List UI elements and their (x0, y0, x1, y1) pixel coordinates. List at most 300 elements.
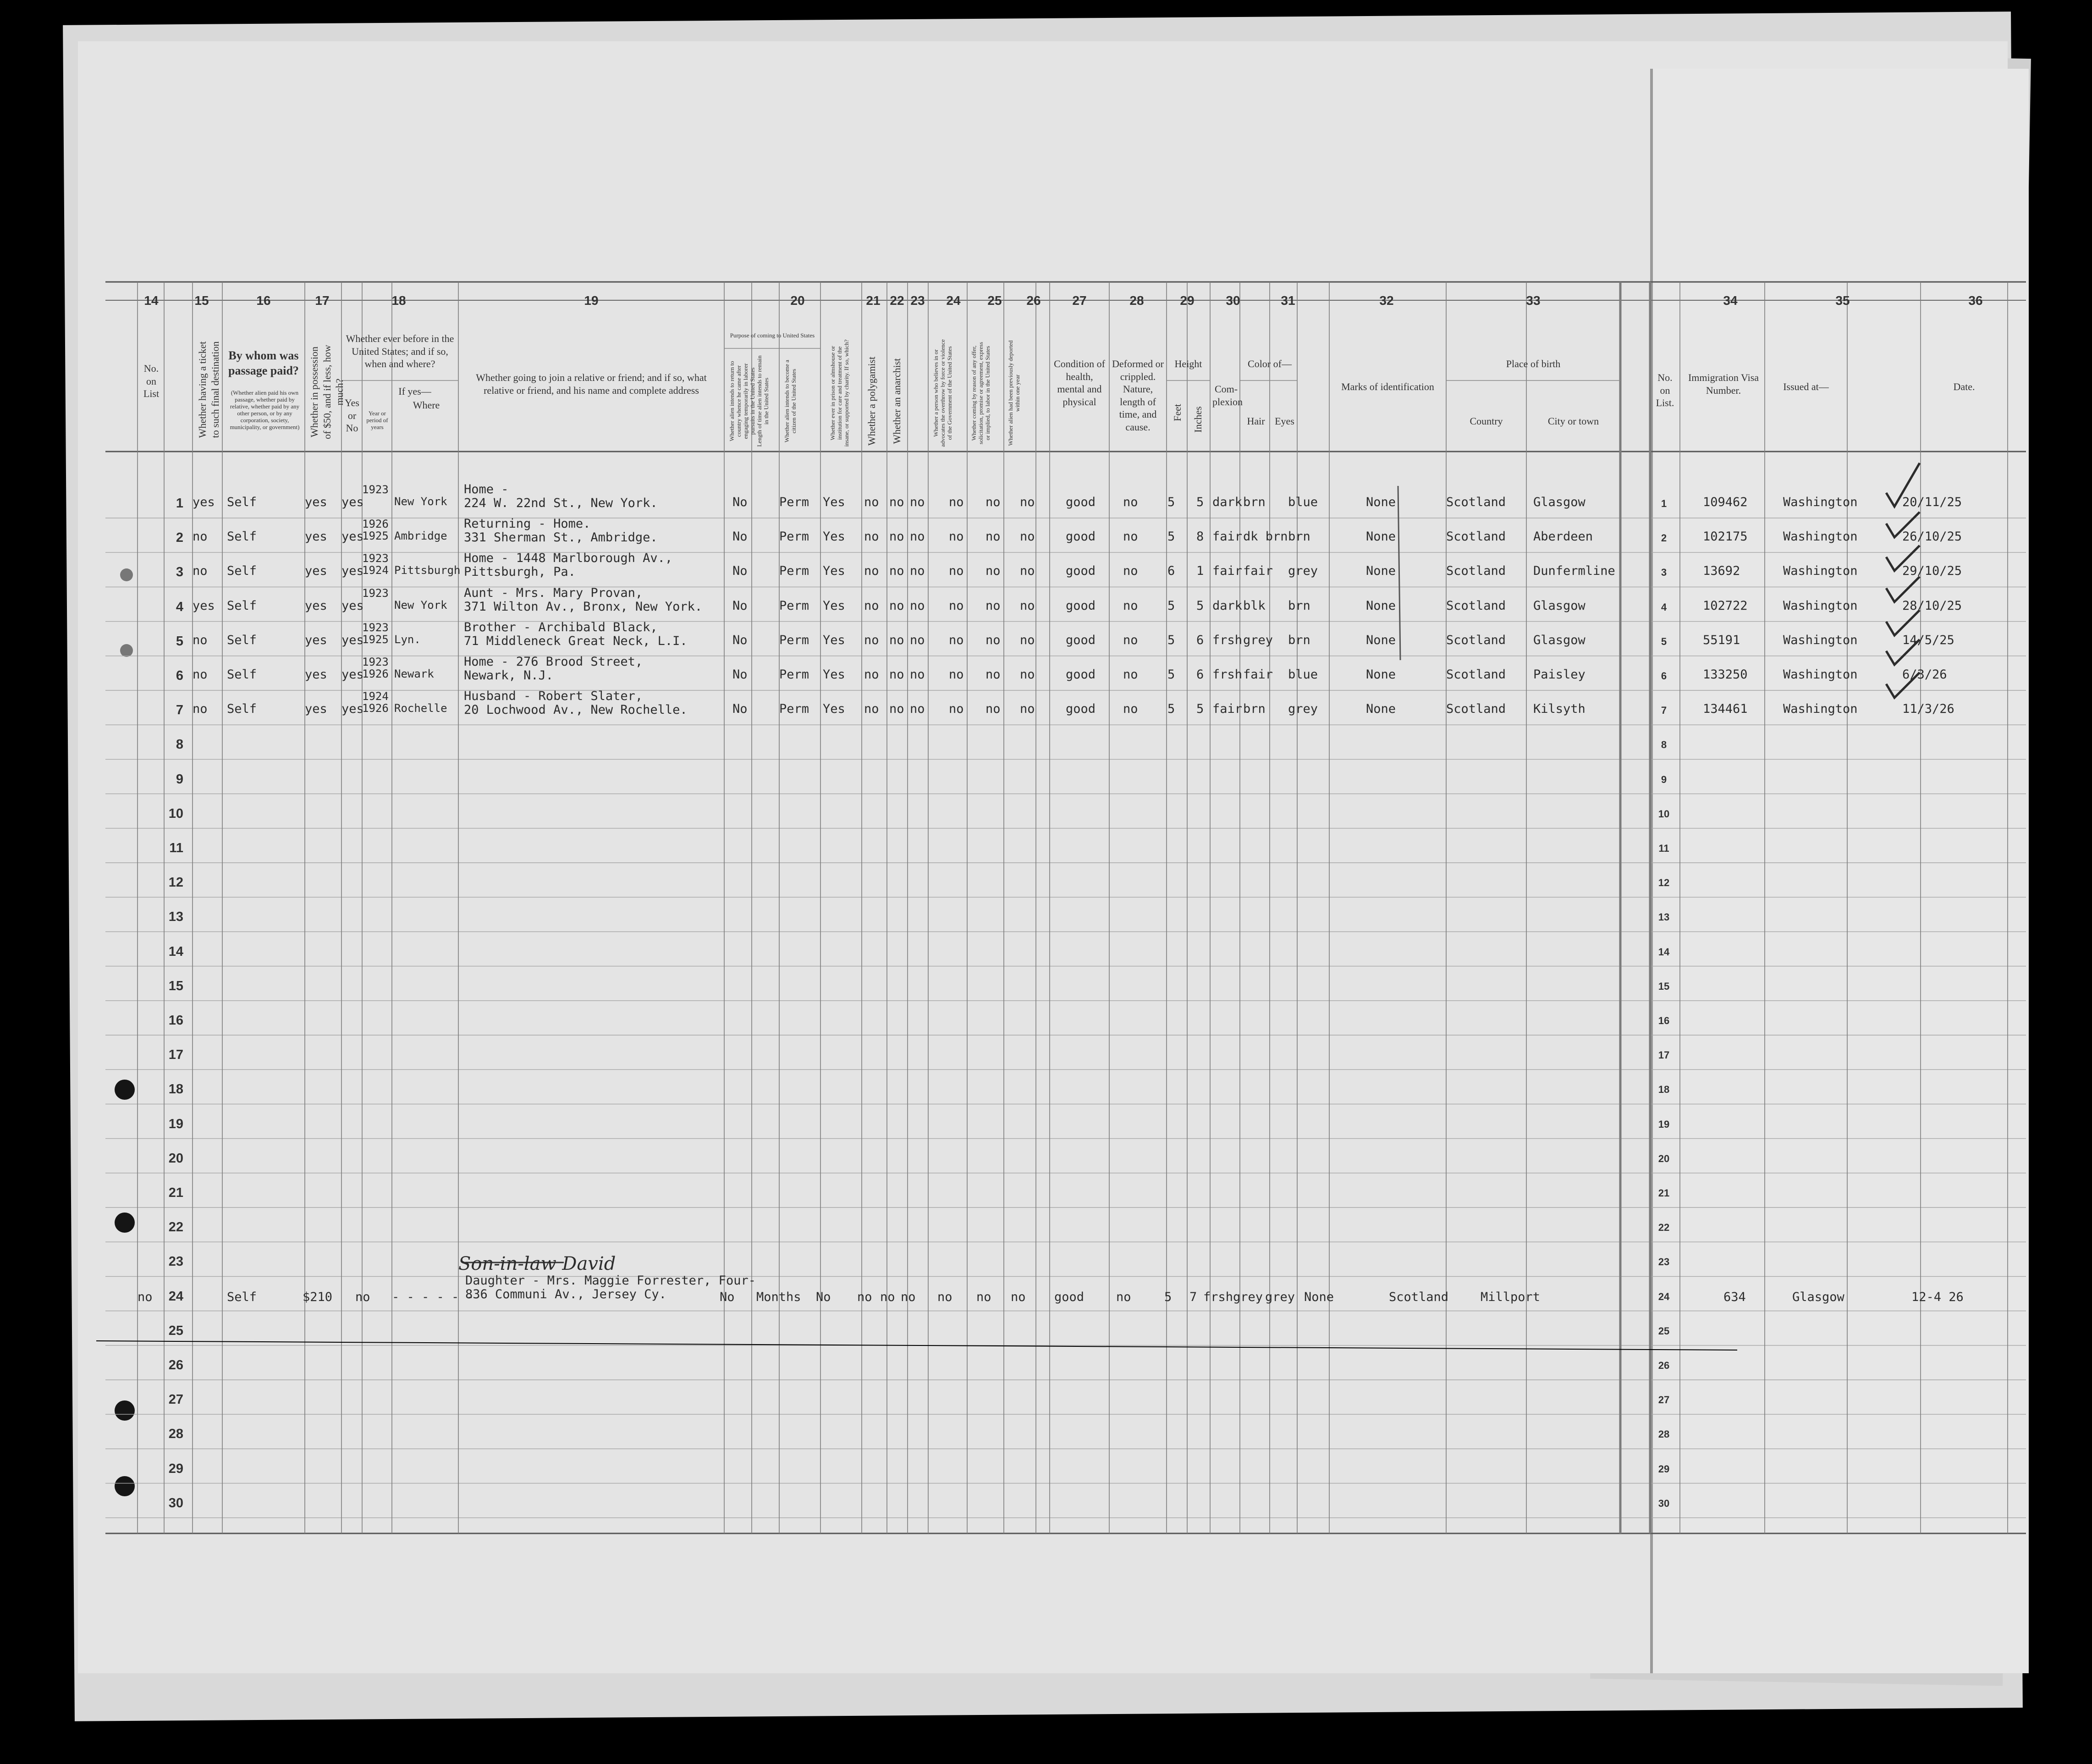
issued-at-cell: Washington (1783, 564, 1858, 579)
column-number: 33 (1526, 293, 1541, 308)
joining-name-cell: Returning - Home. (464, 517, 591, 531)
column-number: 21 (866, 293, 881, 308)
column-number: 29 (1180, 293, 1195, 308)
ever-before-cell: yes (341, 633, 364, 647)
return-cell: No (732, 633, 748, 647)
row-number-right: 9 (1661, 773, 1667, 785)
q26-cell: no (1020, 564, 1035, 579)
q25-cell: no (985, 633, 1001, 647)
ever-before-cell: yes (341, 495, 364, 509)
money-cell: yes (305, 667, 327, 682)
marks-cell: None (1366, 667, 1396, 682)
visa-number-cell: 13692 (1703, 564, 1740, 579)
q22-cell: no (889, 529, 904, 544)
prior-year-cell: 1926 (362, 518, 389, 531)
paid-by-cell: Self (227, 702, 257, 717)
ticket-cell: yes (193, 598, 215, 613)
deformed-cell: no (1123, 633, 1138, 647)
joining-name-cell: Home - 1448 Marlborough Av., (464, 551, 673, 566)
condition-cell: good (1066, 564, 1096, 579)
row-number: 7 (176, 703, 183, 718)
visa-date-cell: 20/11/25 (1902, 495, 1962, 509)
column-number: 25 (987, 293, 1002, 308)
row24-issued-cell: Glasgow (1792, 1290, 1844, 1304)
condition-cell: good (1066, 529, 1096, 544)
row24-def-cell: no (1116, 1290, 1131, 1304)
row-number-right: 20 (1658, 1152, 1670, 1164)
return-cell: No (732, 564, 748, 579)
paid-by-cell: Self (227, 633, 257, 647)
issued-at-cell: Washington (1783, 529, 1858, 544)
country-cell: Scotland (1446, 564, 1506, 579)
eyes-cell: brn (1288, 598, 1310, 613)
row-number: 21 (168, 1185, 183, 1200)
money-cell: yes (305, 495, 327, 509)
header-q24: Whether a person who believes in or advocates the overthrow by force or violence of the Government of the United States (932, 339, 953, 447)
column-number: 36 (1968, 293, 1983, 308)
row24-joining-struck-cell: Daughter - Mrs. Maggie Forrester, Four- (465, 1273, 756, 1288)
header-visa: Immigration Visa Number. (1688, 372, 1759, 396)
column-number: 14 (144, 293, 159, 308)
ticket-cell: no (193, 633, 208, 647)
eyes-cell: grey (1288, 564, 1318, 579)
header-condition: Condition of health, mental and physical (1054, 358, 1105, 408)
citizen-cell: Yes (823, 667, 845, 682)
header-city: City or town (1547, 415, 1599, 427)
prior-place-cell: New York (394, 495, 447, 508)
row-number-right: 18 (1658, 1084, 1670, 1096)
eyes-cell: blue (1288, 667, 1318, 682)
visa-number-cell: 133250 (1703, 667, 1748, 682)
row-number: 17 (168, 1047, 183, 1063)
row-number: 23 (168, 1254, 183, 1269)
q21-cell: no (864, 633, 879, 647)
q21-cell: no (864, 598, 879, 613)
row24-no22-cell: no (880, 1290, 895, 1304)
header-country: Country (1470, 415, 1503, 427)
inches-cell: 5 (1196, 702, 1204, 717)
deformed-cell: no (1123, 667, 1138, 682)
issued-at-cell: Washington (1783, 633, 1858, 647)
row-number-right: 1 (1661, 498, 1667, 509)
row-number: 29 (168, 1461, 183, 1476)
return-cell: No (732, 667, 748, 682)
row-number: 6 (176, 668, 183, 683)
deformed-cell: no (1123, 495, 1138, 509)
row-number-right: 26 (1658, 1360, 1670, 1371)
issued-at-cell: Washington (1783, 667, 1858, 682)
row-number-right: 4 (1661, 601, 1667, 613)
row-number: 25 (168, 1323, 183, 1338)
q22-cell: no (889, 633, 904, 647)
issued-at-cell: Washington (1783, 702, 1858, 717)
city-cell: Kilsyth (1533, 702, 1586, 717)
length-of-stay-cell: Perm (779, 702, 809, 717)
prior-place-cell: New York (394, 598, 447, 612)
marks-cell: None (1366, 529, 1396, 544)
prior-year-cell: 1924 (362, 690, 389, 703)
header-yes-no: Yes or No (344, 397, 359, 434)
joining-address-cell: Newark, N.J. (464, 668, 554, 683)
row24-hair-cell: grey (1233, 1290, 1263, 1304)
condition-cell: good (1066, 598, 1096, 613)
header-purpose-c: Whether alien intends to become a citizen of the United States (783, 359, 797, 443)
q24-cell: no (949, 495, 964, 509)
column-number: 22 (890, 293, 904, 308)
issued-at-cell: Washington (1783, 598, 1858, 613)
q21-cell: no (864, 529, 879, 544)
prior-year-cell: 1923 (362, 621, 389, 634)
hair-cell: fair (1243, 667, 1273, 682)
row24-date-cell: 12-4 26 (1911, 1290, 1964, 1304)
row24-no25-cell: no (976, 1290, 991, 1304)
row-number: 19 (168, 1116, 183, 1131)
row24-money-cell: $210 (303, 1290, 333, 1304)
ever-before-cell: yes (341, 702, 364, 717)
condition-cell: good (1066, 702, 1096, 717)
row24-len-cell: Months (756, 1290, 801, 1304)
q26-cell: no (1020, 529, 1035, 544)
complexion-cell: dark (1212, 598, 1243, 613)
condition-cell: good (1066, 633, 1096, 647)
row-number-right: 2 (1661, 532, 1667, 544)
q26-cell: no (1020, 633, 1035, 647)
ticket-cell: yes (193, 495, 215, 509)
marks-bracket (1398, 486, 1400, 660)
eyes-cell: brn (1288, 633, 1310, 647)
condition-cell: good (1066, 667, 1096, 682)
header-date: Date. (1953, 381, 1975, 392)
row-number-right: 12 (1658, 877, 1670, 889)
country-cell: Scotland (1446, 598, 1506, 613)
marks-cell: None (1366, 495, 1396, 509)
visa-date-cell: 26/10/25 (1902, 529, 1962, 544)
row-number: 4 (176, 599, 183, 614)
row-number-right: 19 (1658, 1118, 1670, 1130)
country-cell: Scotland (1446, 702, 1506, 717)
feet-cell: 5 (1167, 529, 1175, 544)
visa-date-cell: 6/3/26 (1902, 667, 1947, 682)
complexion-cell: frsh (1212, 667, 1243, 682)
row-number-right: 25 (1658, 1325, 1670, 1337)
country-cell: Scotland (1446, 529, 1506, 544)
joining-address-cell: 224 W. 22nd St., New York. (464, 496, 658, 510)
header-inches: Inches (1192, 406, 1204, 433)
country-cell: Scotland (1446, 633, 1506, 647)
column-number: 27 (1072, 293, 1087, 308)
column-number: 31 (1281, 293, 1295, 308)
feet-cell: 5 (1167, 667, 1175, 682)
prior-year-cell: 1923 (362, 552, 389, 565)
row24-in-cell: 7 (1189, 1290, 1197, 1304)
header-purpose: Purpose of coming to United States (730, 332, 815, 339)
q26-cell: no (1020, 598, 1035, 613)
row24-country-cell: Scotland (1389, 1290, 1449, 1304)
q26-cell: no (1020, 702, 1035, 717)
row24-comp-cell: frsh (1203, 1290, 1233, 1304)
q24-cell: no (949, 529, 964, 544)
length-of-stay-cell: Perm (779, 495, 809, 509)
issued-at-cell: Washington (1783, 495, 1858, 509)
column-number: 15 (194, 293, 209, 308)
complexion-cell: fair (1212, 564, 1243, 579)
header-no-on-list-r: No. on List. (1656, 372, 1674, 408)
q23-cell: no (910, 495, 925, 509)
joining-address-cell: 331 Sherman St., Ambridge. (464, 530, 658, 545)
ever-before-cell: yes (341, 598, 364, 613)
feet-cell: 6 (1167, 564, 1175, 579)
checkmark-icon (1886, 610, 1920, 635)
column-number: 26 (1026, 293, 1041, 308)
row24-joining-address-cell: 836 Communi Av., Jersey Cy. (465, 1287, 666, 1301)
citizen-cell: Yes (823, 598, 845, 613)
header-complexion: Com-plexion (1212, 383, 1243, 408)
ever-before-cell: yes (341, 667, 364, 682)
header-prison: Whether ever in prison or almshouse or institution for care and treatment of the insane, or supported by charity. If so, which? (829, 339, 850, 447)
row24-no24-cell: no (937, 1290, 952, 1304)
paid-by-cell: Self (227, 598, 257, 613)
money-cell: yes (305, 529, 327, 544)
citizen-cell: Yes (823, 633, 845, 647)
row24-ft-cell: 5 (1164, 1290, 1172, 1304)
q23-cell: no (910, 598, 925, 613)
header-place-of-birth: Place of birth (1506, 358, 1561, 369)
q25-cell: no (985, 702, 1001, 717)
length-of-stay-cell: Perm (779, 598, 809, 613)
visa-number-cell: 109462 (1703, 495, 1748, 509)
return-cell: No (732, 529, 748, 544)
q22-cell: no (889, 598, 904, 613)
feet-cell: 5 (1167, 495, 1175, 509)
row-number-right: 15 (1658, 980, 1670, 992)
row24-marks-cell: None (1304, 1290, 1334, 1304)
paid-by-cell: Self (227, 529, 257, 544)
row24-joining-handwritten-cell: Son-in-law David (458, 1253, 616, 1274)
header-ever-before: Whether ever before in the United States; and if so, when and where? (346, 333, 454, 369)
row24-eyes-cell: grey (1265, 1290, 1295, 1304)
q24-cell: no (949, 564, 964, 579)
header-q25: Whether coming by reason of any offer, solicitation, promise or agreement, express or implied, to labor in the United States (970, 342, 991, 445)
row-number-right: 23 (1658, 1256, 1670, 1268)
header-anarchist: Whether an anarchist (891, 358, 903, 444)
joining-name-cell: Home - 276 Brood Street, (464, 655, 643, 669)
column-number: 23 (910, 293, 925, 308)
citizen-cell: Yes (823, 529, 845, 544)
prior-year-cell: 1925 (362, 633, 389, 646)
q21-cell: no (864, 702, 879, 717)
prior-year-cell: 1923 (362, 586, 389, 600)
row-number-right: 7 (1661, 705, 1667, 717)
prior-year-cell: 1923 (362, 483, 389, 496)
row-number-right: 5 (1661, 635, 1667, 647)
row-number: 16 (168, 1013, 183, 1028)
eyes-cell: grey (1288, 702, 1318, 717)
length-of-stay-cell: Perm (779, 564, 809, 579)
citizen-cell: Yes (823, 564, 845, 579)
header-color-of: Color of— (1248, 358, 1292, 369)
city-cell: Glasgow (1533, 495, 1586, 509)
header-ticket: Whether having a ticket to such final destination (197, 341, 221, 438)
header-polygamist: Whether a polygamist (866, 356, 877, 446)
visa-number-cell: 102722 (1703, 598, 1748, 613)
q23-cell: no (910, 564, 925, 579)
q21-cell: no (864, 495, 879, 509)
row-number: 30 (168, 1495, 183, 1510)
row24-ticket-cell: no (138, 1290, 153, 1304)
row-number: 15 (168, 978, 183, 993)
paid-by-cell: Self (227, 667, 257, 682)
row-number: 3 (176, 565, 183, 580)
feet-cell: 5 (1167, 633, 1175, 647)
joining-name-cell: Home - (464, 482, 509, 496)
header-where: Where (413, 399, 440, 411)
return-cell: No (732, 598, 748, 613)
header-eyes: Eyes (1275, 415, 1294, 427)
prior-place-cell: Newark (394, 667, 434, 680)
feet-cell: 5 (1167, 702, 1175, 717)
row-number-right: 22 (1658, 1222, 1670, 1234)
row-number: 28 (168, 1427, 183, 1442)
prior-place-cell: Lyn. (394, 633, 421, 646)
city-cell: Dunfermline (1533, 564, 1615, 579)
ticket-cell: no (193, 529, 208, 544)
hair-cell: grey (1243, 633, 1273, 647)
header-purpose-b: Length of time alien intends to remain in the United States (756, 355, 770, 447)
row-number: 13 (168, 910, 183, 925)
visa-number-cell: 134461 (1703, 702, 1748, 717)
column-number: 34 (1723, 293, 1738, 308)
row-number: 26 (168, 1358, 183, 1373)
header-no-on-list: No. on List (143, 363, 160, 399)
row-number-right: 8 (1661, 739, 1667, 751)
q25-cell: no (985, 495, 1001, 509)
feet-cell: 5 (1167, 598, 1175, 613)
column-number: 20 (790, 293, 805, 308)
header-year-period: Year or period of years (366, 410, 388, 430)
row-number-right: 6 (1661, 670, 1667, 682)
header-money: Whether in possession of $50, and if less, how much? (308, 345, 345, 439)
inches-cell: 6 (1196, 667, 1204, 682)
deformed-cell: no (1123, 564, 1138, 579)
inches-cell: 5 (1196, 598, 1204, 613)
row24-cit-cell: No (816, 1290, 831, 1304)
marks-cell: None (1366, 564, 1396, 579)
header-hair: Hair (1247, 415, 1265, 427)
q24-cell: no (949, 702, 964, 717)
deformed-cell: no (1123, 529, 1138, 544)
complexion-cell: dark (1212, 495, 1243, 509)
money-cell: yes (305, 598, 327, 613)
hair-cell: brn (1243, 702, 1266, 717)
row-number: 14 (168, 944, 183, 959)
prior-place-cell: Pittsburgh (394, 564, 461, 577)
citizen-cell: Yes (823, 495, 845, 509)
row24-ret-cell: No (720, 1290, 735, 1304)
eyes-cell: brn (1288, 529, 1310, 544)
header-deformed: Deformed or crippled. Nature, length of time, and cause. (1112, 358, 1164, 433)
row-number: 10 (168, 806, 183, 821)
joining-name-cell: Aunt - Mrs. Mary Provan, (464, 585, 643, 600)
q23-cell: no (910, 667, 925, 682)
header-height: Height (1174, 358, 1202, 369)
visa-number-cell: 102175 (1703, 529, 1748, 544)
marks-cell: None (1366, 633, 1396, 647)
hair-cell: blk (1243, 598, 1266, 613)
column-number: 19 (584, 293, 599, 308)
row24-yn-cell: no (355, 1290, 370, 1304)
column-number: 32 (1379, 293, 1394, 308)
row-number: 1 (176, 496, 183, 511)
marks-cell: None (1366, 702, 1396, 717)
row-number: 22 (168, 1220, 183, 1235)
hair-cell: brn (1243, 495, 1266, 509)
row-number: 9 (176, 772, 183, 787)
row-number-right: 11 (1658, 843, 1669, 854)
row-number: 27 (168, 1392, 183, 1407)
row-number-right: 21 (1658, 1187, 1670, 1199)
row-number: 5 (176, 634, 183, 649)
row-number: 18 (168, 1082, 183, 1097)
column-number: 18 (391, 293, 406, 308)
column-number: 24 (946, 293, 961, 308)
inches-cell: 1 (1196, 564, 1204, 579)
joining-name-cell: Husband - Robert Slater, (464, 689, 643, 704)
row-number: 2 (176, 530, 183, 546)
deformed-cell: no (1123, 598, 1138, 613)
row-number-right: 14 (1658, 946, 1670, 958)
complexion-cell: fair (1212, 702, 1243, 717)
ever-before-cell: yes (341, 529, 364, 544)
money-cell: yes (305, 564, 327, 579)
q25-cell: no (985, 598, 1001, 613)
header-feet: Feet (1172, 404, 1183, 421)
q22-cell: no (889, 702, 904, 717)
header-q26: Whether alien had been previously deported within one year (1007, 340, 1021, 446)
money-cell: yes (305, 633, 327, 647)
hair-cell: dk brn (1243, 529, 1288, 544)
row-number: 12 (168, 875, 183, 890)
prior-place-cell: Ambridge (394, 529, 447, 543)
visa-date-cell: 11/3/26 (1902, 702, 1954, 717)
row-number-right: 3 (1661, 567, 1667, 579)
length-of-stay-cell: Perm (779, 667, 809, 682)
row24-paid-cell: Self (227, 1290, 257, 1304)
row-number-right: 24 (1658, 1290, 1670, 1302)
q22-cell: no (889, 564, 904, 579)
q22-cell: no (889, 495, 904, 509)
row-number-right: 28 (1658, 1428, 1670, 1440)
row24-yr-cell: - - - - - - (392, 1290, 474, 1304)
inches-cell: 8 (1196, 529, 1204, 544)
row-number-right: 27 (1658, 1394, 1670, 1406)
q25-cell: no (985, 564, 1001, 579)
column-number: 28 (1129, 293, 1144, 308)
condition-cell: good (1066, 495, 1096, 509)
prior-year-cell: 1925 (362, 529, 389, 543)
q21-cell: no (864, 667, 879, 682)
row24-no23-cell: no (901, 1290, 916, 1304)
q25-cell: no (985, 529, 1001, 544)
row-number: 8 (176, 737, 183, 752)
row24-city-cell: Millport (1481, 1290, 1541, 1304)
header-marks: Marks of identification (1341, 381, 1434, 392)
row-number: 11 (169, 841, 183, 855)
header-by-whom-note: (Whether alien paid his own passage, whether paid by relative, whether paid by any other person, or by any corporation, society, municipality, or government) (230, 389, 300, 430)
ever-before-cell: yes (341, 564, 364, 579)
row24-no21-cell: no (857, 1290, 872, 1304)
row24-visa-cell: 634 (1723, 1290, 1746, 1304)
joining-name-cell: Brother - Archibald Black, (464, 620, 658, 634)
